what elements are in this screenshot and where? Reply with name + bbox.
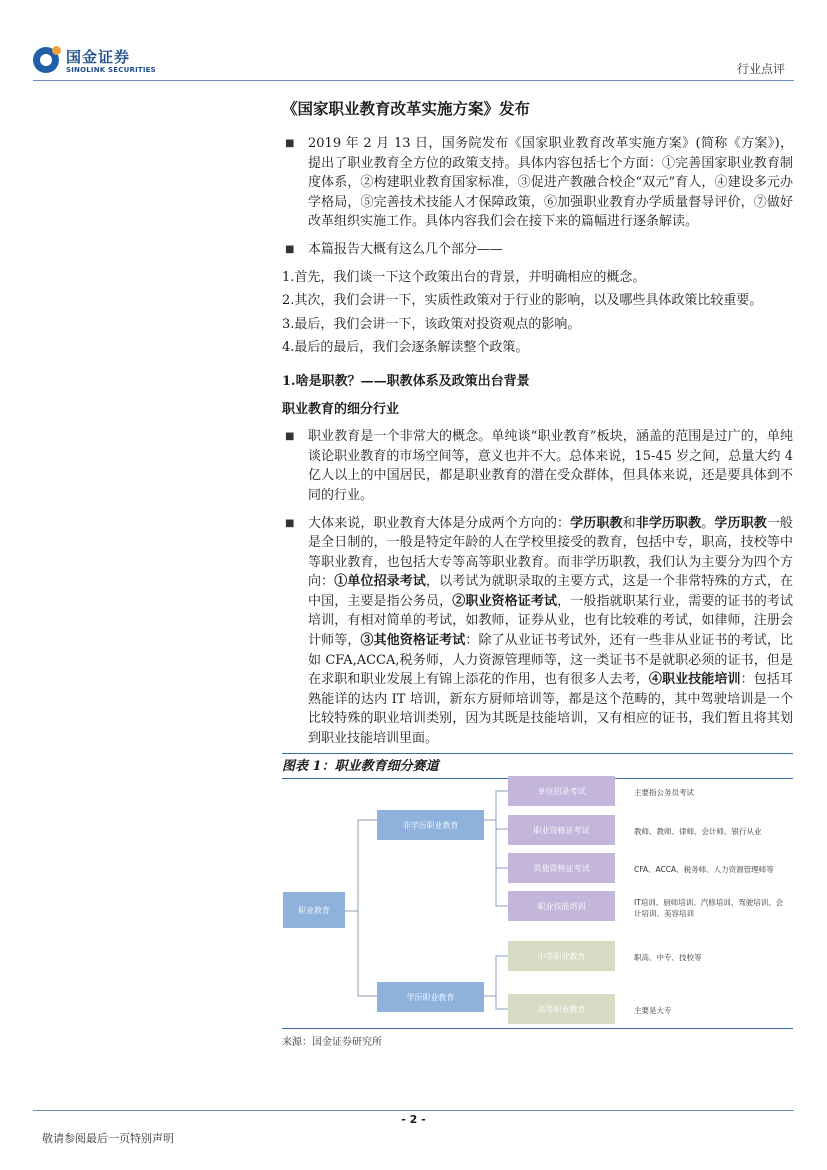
node-non-academic: 非学历职业教育 [377, 810, 484, 840]
outline-item-3: 3.最后，我们会讲一下，该政策对投资观点的影响。 [282, 316, 581, 332]
logo-text-cn: 国金证券 [66, 48, 131, 66]
page-number: - 2 - [401, 1113, 426, 1126]
node-qualification-exam: 职业资格证考试 [508, 815, 615, 845]
desc-other-cert-exam: CFA、ACCA、税务师、人力资源管理师等 [634, 865, 774, 874]
article-title: 《国家职业教育改革实施方案》发布 [282, 99, 531, 118]
logo-dot-icon [52, 46, 61, 55]
node-recruit-exam: 单位招录考试 [508, 776, 615, 806]
section-heading: 1.啥是职教？——职教体系及政策出台背景 [282, 373, 530, 389]
desc-higher-vocational: 主要是大专 [634, 1006, 672, 1015]
node-other-cert-exam: 其他资格证考试 [508, 853, 615, 883]
footer-divider [33, 1110, 794, 1111]
outline-item-2: 2.其次，我们会讲一下，实质性政策对于行业的影响，以及哪些具体政策比较重要。 [282, 293, 763, 309]
desc-recruit-exam: 主要指公务员考试 [634, 788, 694, 797]
node-secondary-vocational: 中等职业教育 [508, 941, 615, 971]
bullet-paragraph-2: ■ 本篇报告大概有这么几个部分—— [282, 240, 793, 260]
bullet-paragraph-1: ■ 2019 年 2 月 13 日，国务院发布《国家职业教育改革实施方案》(简称《方案》)，提出了职业教育全方位的政策支持。具体内容包括七个方面：①完善国家职业教育制度体系，②构建职业教育国家标准，③促进产教融合校企“双元”育人，④建设多元办学格局，⑤完善技术技能人才保障政策，⑥加强职业教育办学质量督导评价，⑦做好改革组织实施工作。具体内容我们会在接下来的篇幅进行逐条解读。 [282, 134, 793, 232]
outline-item-4: 4.最后的最后，我们会逐条解读整个政策。 [282, 340, 529, 356]
logo-text-en: SINOLINK SECURITIES [66, 66, 156, 74]
node-vocational-education: 职业教育 [283, 892, 345, 928]
node-higher-vocational: 高等职业教育 [508, 994, 615, 1024]
report-type-tag: 行业点评 [736, 62, 785, 76]
figure-bottom-rule [282, 1028, 793, 1029]
outline-item-1: 1.首先，我们谈一下这个政策出台的背景，并明确相应的概念。 [282, 269, 646, 285]
desc-qualification-exam: 教师、教师、律师、会计师、银行从业 [634, 827, 762, 836]
figure-source: 来源：国金证券研究所 [282, 1037, 382, 1048]
figure-title: 图表 1：职业教育细分赛道 [282, 753, 793, 779]
header-divider [33, 80, 794, 81]
node-academic: 学历职业教育 [377, 982, 484, 1012]
disclaimer-note: 敬请参阅最后一页特别声明 [42, 1132, 174, 1145]
subsection-heading: 职业教育的细分行业 [282, 401, 400, 417]
article-body [282, 98, 793, 757]
desc-secondary-vocational: 职高、中专、技校等 [634, 953, 702, 962]
company-logo [33, 44, 163, 80]
node-skill-training: 职业技能培训 [508, 891, 615, 921]
bullet-paragraph-4: ■ 大体来说，职业教育大体是分成两个方向的：学历职教和非学历职教。学历职教一般是全日制的，一般是特定年龄的人在学校里接受的教育，包括中专，职高，技校等中等职业教育，也包括大专等高等职业教育。而非学历职教，我们认为主要分为四个方向：①单位招录考试，以考试为就职录取的主要方式，这是一个非常特殊的方式，在中国，主要是指公务员，②职业资格证考试，一般指就职某行业，需要的证书的考试培训，有相对简单的考试，如教师，证券从业，也有比较难的考试，如律师，注册会计师等，③其他资格证考试：除了从业证书考试外，还有一些非从业证书的考试，比如 CFA,ACCA,税务师，人力资源管理师等，这一类证书不是就职必须的证书，但是在求职和职业发展上有锦上添花的作用，也有很多人去考，④职业技能培训：包括耳熟能详的达内 IT 培训，新东方厨师培训等，都是这个范畴的，其中驾驶培训是一个比较特殊的职业培训类别，因为其既是技能培训，又有相应的证书，我们暂且将其划到职业技能培训里面。 [282, 514, 793, 749]
desc-skill-training: IT培训、厨师培训、汽修培训、驾驶培训、会计培训、美容培训 [634, 898, 784, 918]
bullet-paragraph-3: ■ 职业教育是一个非常大的概念。单纯谈“职业教育”板块，涵盖的范围是过广的，单纯谈论职业教育的市场空间等，意义也并不大。总体来说，15-45 岁之间，总量大约 4 亿人以上的中国居民，都是职业教育的潜在受众群体，但具体来说，还是要具体到不同的行业。 [282, 427, 793, 505]
